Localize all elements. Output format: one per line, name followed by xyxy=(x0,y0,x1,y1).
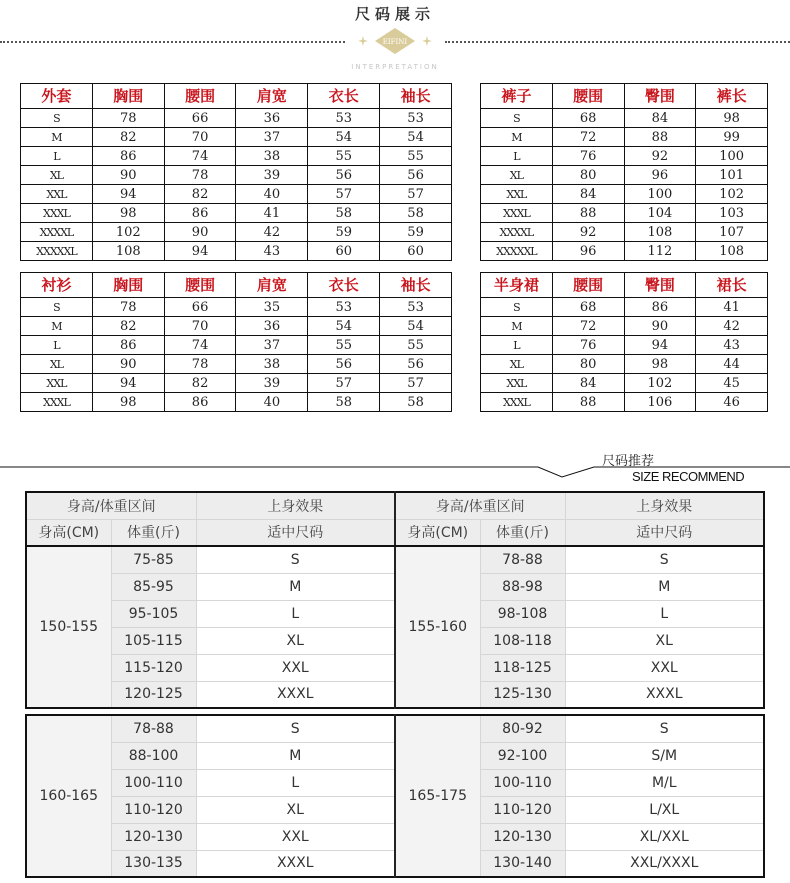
size-label-cell: M xyxy=(21,128,93,147)
size-label-cell: XL xyxy=(21,355,93,374)
size-label-cell: M xyxy=(21,317,93,336)
table-row xyxy=(481,109,768,128)
sparkle-icon xyxy=(421,35,433,47)
measurement-cell: 82 xyxy=(164,185,236,204)
measurement-cell: 96 xyxy=(552,242,624,261)
table-row xyxy=(481,166,768,185)
recommended-size-cell: XL xyxy=(196,627,395,654)
sparkle-icon xyxy=(357,35,369,47)
column-header: 腰围 xyxy=(552,273,624,298)
measurement-cell: 88 xyxy=(552,393,624,412)
size-label-cell: XXL xyxy=(481,185,553,204)
table-row xyxy=(21,242,452,261)
measurement-cell: 78 xyxy=(92,109,164,128)
measurement-cell: 35 xyxy=(236,298,308,317)
measurement-cell: 68 xyxy=(552,109,624,128)
measurement-cell: 84 xyxy=(552,185,624,204)
measurement-cell: 58 xyxy=(308,393,380,412)
divider-left xyxy=(0,41,345,43)
size-label-cell: XXL xyxy=(481,374,553,393)
measurement-cell: 86 xyxy=(164,204,236,223)
measurement-cell: 45 xyxy=(696,374,768,393)
measurement-cell: 78 xyxy=(92,298,164,317)
measurement-cell: 76 xyxy=(552,336,624,355)
weight-range-cell: 120-130 xyxy=(480,823,565,850)
recommended-size-cell: S xyxy=(565,715,764,742)
shirt-size-table xyxy=(20,272,452,412)
size-label-cell: XXXXXL xyxy=(21,242,93,261)
weight-range-cell: 130-135 xyxy=(111,850,196,877)
measurement-cell: 36 xyxy=(236,317,308,336)
measurement-cell: 56 xyxy=(380,166,452,185)
table-header-row xyxy=(481,273,768,298)
size-label-cell: XL xyxy=(481,355,553,374)
measurement-cell: 54 xyxy=(380,128,452,147)
recommended-size-cell: XXL xyxy=(196,654,395,681)
table-row xyxy=(21,128,452,147)
height-range-cell: 155-160 xyxy=(395,546,480,708)
size-label-cell: XXL xyxy=(21,374,93,393)
weight-range-cell: 118-125 xyxy=(480,654,565,681)
measurement-cell: 96 xyxy=(624,166,696,185)
measurement-cell: 82 xyxy=(164,374,236,393)
column-header: 衣长 xyxy=(308,273,380,298)
measurement-cell: 59 xyxy=(380,223,452,242)
table-row xyxy=(21,374,452,393)
measurement-cell: 100 xyxy=(696,147,768,166)
coat-size-table xyxy=(20,83,452,261)
measurement-cell: 58 xyxy=(380,204,452,223)
table-row xyxy=(21,223,452,242)
table-header-row xyxy=(481,84,768,109)
weight-range-cell: 105-115 xyxy=(111,627,196,654)
column-header: 衣长 xyxy=(308,84,380,109)
size-label-cell: XXXXXL xyxy=(481,242,553,261)
table-row xyxy=(481,317,768,336)
table-row xyxy=(21,336,452,355)
table-row xyxy=(481,147,768,166)
measurement-cell: 57 xyxy=(380,185,452,204)
table-row xyxy=(481,242,768,261)
weight-range-cell: 88-98 xyxy=(480,573,565,600)
effect-header: 上身效果 xyxy=(565,492,764,519)
measurement-cell: 104 xyxy=(624,204,696,223)
column-header: 腰围 xyxy=(552,84,624,109)
weight-range-cell: 95-105 xyxy=(111,600,196,627)
measurement-cell: 102 xyxy=(92,223,164,242)
column-header: 肩宽 xyxy=(236,273,308,298)
size-label-cell: XXXXL xyxy=(481,223,553,242)
recommended-size-cell: S xyxy=(565,546,764,573)
weight-header: 体重(斤) xyxy=(111,519,196,546)
recommended-size-cell: XXXL xyxy=(565,681,764,708)
measurement-cell: 94 xyxy=(624,336,696,355)
table-row xyxy=(21,185,452,204)
column-header: 腰围 xyxy=(164,84,236,109)
table-row xyxy=(26,715,764,742)
weight-range-cell: 100-110 xyxy=(111,769,196,796)
measurement-cell: 44 xyxy=(696,355,768,374)
column-header: 胸围 xyxy=(92,84,164,109)
measurement-cell: 78 xyxy=(164,355,236,374)
measurement-cell: 84 xyxy=(552,374,624,393)
recommended-size-cell: XXL xyxy=(196,823,395,850)
column-header: 半身裙 xyxy=(481,273,553,298)
column-header: 腰围 xyxy=(164,273,236,298)
size-label-cell: L xyxy=(481,147,553,166)
recommended-size-cell: L xyxy=(196,769,395,796)
measurement-cell: 59 xyxy=(308,223,380,242)
measurement-cell: 55 xyxy=(380,147,452,166)
recommended-size-cell: XL/XXL xyxy=(565,823,764,850)
measurement-cell: 90 xyxy=(164,223,236,242)
weight-range-cell: 85-95 xyxy=(111,573,196,600)
size-label-cell: XL xyxy=(21,166,93,185)
size-label-cell: M xyxy=(481,128,553,147)
measurement-cell: 98 xyxy=(92,393,164,412)
measurement-cell: 39 xyxy=(236,374,308,393)
recommended-size-cell: M/L xyxy=(565,769,764,796)
measurement-cell: 57 xyxy=(308,185,380,204)
table-header-row xyxy=(21,84,452,109)
size-label-cell: XXL xyxy=(21,185,93,204)
header-row xyxy=(26,492,764,519)
size-recommend-table-bottom xyxy=(25,714,765,878)
measurement-cell: 80 xyxy=(552,166,624,185)
height-range-cell: 150-155 xyxy=(26,546,111,708)
header-row xyxy=(26,519,764,546)
recommended-size-cell: XXXL xyxy=(196,850,395,877)
column-header: 裤子 xyxy=(481,84,553,109)
weight-range-cell: 120-130 xyxy=(111,823,196,850)
size-label-cell: M xyxy=(481,317,553,336)
measurement-cell: 38 xyxy=(236,147,308,166)
measurement-cell: 56 xyxy=(380,355,452,374)
column-header: 胸围 xyxy=(92,273,164,298)
measurement-cell: 86 xyxy=(92,336,164,355)
measurement-cell: 90 xyxy=(92,355,164,374)
size-header: 适中尺码 xyxy=(196,519,395,546)
measurement-cell: 58 xyxy=(380,393,452,412)
table-row xyxy=(21,393,452,412)
table-header-row xyxy=(21,273,452,298)
measurement-cell: 98 xyxy=(696,109,768,128)
weight-range-cell: 108-118 xyxy=(480,627,565,654)
measurement-cell: 74 xyxy=(164,147,236,166)
column-header: 袖长 xyxy=(380,273,452,298)
measurement-cell: 60 xyxy=(308,242,380,261)
measurement-cell: 112 xyxy=(624,242,696,261)
table-row xyxy=(21,109,452,128)
measurement-cell: 86 xyxy=(92,147,164,166)
effect-header: 上身效果 xyxy=(196,492,395,519)
measurement-cell: 55 xyxy=(308,147,380,166)
size-label-cell: S xyxy=(481,109,553,128)
weight-range-cell: 75-85 xyxy=(111,546,196,573)
table-row xyxy=(21,355,452,374)
measurement-cell: 37 xyxy=(236,336,308,355)
weight-range-cell: 120-125 xyxy=(111,681,196,708)
measurement-cell: 88 xyxy=(624,128,696,147)
recommended-size-cell: L xyxy=(565,600,764,627)
measurement-cell: 53 xyxy=(308,109,380,128)
measurement-cell: 53 xyxy=(308,298,380,317)
measurement-cell: 68 xyxy=(552,298,624,317)
page-title: 尺码展示 xyxy=(354,5,435,23)
table-row xyxy=(481,298,768,317)
table-row xyxy=(21,317,452,336)
weight-header: 体重(斤) xyxy=(480,519,565,546)
size-label-cell: L xyxy=(21,147,93,166)
table-row xyxy=(21,204,452,223)
weight-range-cell: 88-100 xyxy=(111,742,196,769)
measurement-cell: 101 xyxy=(696,166,768,185)
measurement-cell: 54 xyxy=(308,128,380,147)
measurement-cell: 76 xyxy=(552,147,624,166)
table-row xyxy=(481,223,768,242)
measurement-cell: 94 xyxy=(92,185,164,204)
measurement-cell: 66 xyxy=(164,298,236,317)
measurement-cell: 100 xyxy=(624,185,696,204)
height-range-cell: 160-165 xyxy=(26,715,111,877)
table-row xyxy=(21,166,452,185)
measurement-cell: 70 xyxy=(164,128,236,147)
table-row xyxy=(21,147,452,166)
measurement-cell: 99 xyxy=(696,128,768,147)
size-recommend-table-top xyxy=(25,491,765,709)
measurement-cell: 108 xyxy=(92,242,164,261)
weight-range-cell: 98-108 xyxy=(480,600,565,627)
height-header: 身高(CM) xyxy=(26,519,111,546)
measurement-cell: 92 xyxy=(552,223,624,242)
measurement-cell: 82 xyxy=(92,317,164,336)
measurement-cell: 40 xyxy=(236,393,308,412)
measurement-cell: 106 xyxy=(624,393,696,412)
measurement-cell: 98 xyxy=(624,355,696,374)
range-header: 身高/体重区间 xyxy=(395,492,565,519)
measurement-cell: 39 xyxy=(236,166,308,185)
size-label-cell: S xyxy=(21,109,93,128)
measurement-cell: 86 xyxy=(164,393,236,412)
measurement-cell: 78 xyxy=(164,166,236,185)
measurement-cell: 84 xyxy=(624,109,696,128)
measurement-cell: 57 xyxy=(308,374,380,393)
column-header: 裤长 xyxy=(696,84,768,109)
measurement-cell: 58 xyxy=(308,204,380,223)
skirt-size-table xyxy=(480,272,768,412)
measurement-cell: 82 xyxy=(92,128,164,147)
weight-range-cell: 130-140 xyxy=(480,850,565,877)
measurement-cell: 98 xyxy=(92,204,164,223)
weight-range-cell: 78-88 xyxy=(480,546,565,573)
measurement-cell: 53 xyxy=(380,109,452,128)
measurement-cell: 94 xyxy=(164,242,236,261)
weight-range-cell: 92-100 xyxy=(480,742,565,769)
recommended-size-cell: XXL xyxy=(565,654,764,681)
measurement-cell: 43 xyxy=(696,336,768,355)
weight-range-cell: 110-120 xyxy=(111,796,196,823)
brand-logo xyxy=(375,28,415,54)
measurement-cell: 90 xyxy=(92,166,164,185)
measurement-cell: 108 xyxy=(696,242,768,261)
measurement-cell: 54 xyxy=(308,317,380,336)
measurement-cell: 72 xyxy=(552,317,624,336)
measurement-cell: 40 xyxy=(236,185,308,204)
measurement-cell: 55 xyxy=(380,336,452,355)
measurement-cell: 56 xyxy=(308,355,380,374)
measurement-cell: 88 xyxy=(552,204,624,223)
measurement-cell: 102 xyxy=(696,185,768,204)
measurement-cell: 56 xyxy=(308,166,380,185)
table-row xyxy=(481,128,768,147)
measurement-cell: 74 xyxy=(164,336,236,355)
size-label-cell: XXXXL xyxy=(21,223,93,242)
weight-range-cell: 110-120 xyxy=(480,796,565,823)
measurement-cell: 72 xyxy=(552,128,624,147)
size-label-cell: S xyxy=(21,298,93,317)
table-row xyxy=(481,204,768,223)
column-header: 肩宽 xyxy=(236,84,308,109)
table-row xyxy=(26,546,764,573)
measurement-cell: 90 xyxy=(624,317,696,336)
size-label-cell: XXXL xyxy=(21,204,93,223)
weight-range-cell: 115-120 xyxy=(111,654,196,681)
measurement-cell: 92 xyxy=(624,147,696,166)
recommended-size-cell: S xyxy=(196,546,395,573)
measurement-cell: 37 xyxy=(236,128,308,147)
size-label-cell: XXXL xyxy=(481,204,553,223)
table-row xyxy=(481,393,768,412)
recommended-size-cell: XXXL xyxy=(196,681,395,708)
recommended-size-cell: M xyxy=(196,573,395,600)
weight-range-cell: 80-92 xyxy=(480,715,565,742)
pants-size-table xyxy=(480,83,768,261)
measurement-cell: 94 xyxy=(92,374,164,393)
recommended-size-cell: M xyxy=(565,573,764,600)
measurement-cell: 38 xyxy=(236,355,308,374)
column-header: 衬衫 xyxy=(21,273,93,298)
measurement-cell: 70 xyxy=(164,317,236,336)
section-title-en: SIZE RECOMMEND xyxy=(632,469,745,484)
measurement-cell: 80 xyxy=(552,355,624,374)
measurement-cell: 107 xyxy=(696,223,768,242)
size-label-cell: XXXL xyxy=(21,393,93,412)
recommended-size-cell: XL xyxy=(196,796,395,823)
measurement-cell: 41 xyxy=(696,298,768,317)
measurement-cell: 36 xyxy=(236,109,308,128)
column-header: 臀围 xyxy=(624,84,696,109)
size-label-cell: XXXL xyxy=(481,393,553,412)
column-header: 臀围 xyxy=(624,273,696,298)
measurement-cell: 43 xyxy=(236,242,308,261)
measurement-cell: 54 xyxy=(380,317,452,336)
column-header: 外套 xyxy=(21,84,93,109)
recommended-size-cell: XXL/XXXL xyxy=(565,850,764,877)
section-title-cn: 尺码推荐 xyxy=(602,454,655,469)
size-label-cell: S xyxy=(481,298,553,317)
measurement-cell: 42 xyxy=(236,223,308,242)
recommended-size-cell: S/M xyxy=(565,742,764,769)
size-header: 适中尺码 xyxy=(565,519,764,546)
measurement-cell: 103 xyxy=(696,204,768,223)
measurement-cell: 108 xyxy=(624,223,696,242)
recommended-size-cell: S xyxy=(196,715,395,742)
measurement-cell: 86 xyxy=(624,298,696,317)
weight-range-cell: 100-110 xyxy=(480,769,565,796)
measurement-cell: 42 xyxy=(696,317,768,336)
measurement-cell: 46 xyxy=(696,393,768,412)
column-header: 袖长 xyxy=(380,84,452,109)
table-row xyxy=(481,374,768,393)
table-row xyxy=(481,185,768,204)
divider-right xyxy=(445,41,790,43)
measurement-cell: 60 xyxy=(380,242,452,261)
table-row xyxy=(481,355,768,374)
size-label-cell: XL xyxy=(481,166,553,185)
table-row xyxy=(481,336,768,355)
range-header: 身高/体重区间 xyxy=(26,492,196,519)
table-row xyxy=(21,298,452,317)
height-header: 身高(CM) xyxy=(395,519,480,546)
page-subtitle: INTERPRETATION xyxy=(351,63,439,71)
recommended-size-cell: L xyxy=(196,600,395,627)
recommended-size-cell: XL xyxy=(565,627,764,654)
column-header: 裙长 xyxy=(696,273,768,298)
measurement-cell: 57 xyxy=(380,374,452,393)
size-label-cell: L xyxy=(21,336,93,355)
weight-range-cell: 125-130 xyxy=(480,681,565,708)
weight-range-cell: 78-88 xyxy=(111,715,196,742)
measurement-cell: 102 xyxy=(624,374,696,393)
logo-text: EIFINI xyxy=(382,38,408,46)
measurement-cell: 53 xyxy=(380,298,452,317)
size-label-cell: L xyxy=(481,336,553,355)
recommended-size-cell: L/XL xyxy=(565,796,764,823)
measurement-cell: 66 xyxy=(164,109,236,128)
recommended-size-cell: M xyxy=(196,742,395,769)
height-range-cell: 165-175 xyxy=(395,715,480,877)
measurement-cell: 55 xyxy=(308,336,380,355)
measurement-cell: 41 xyxy=(236,204,308,223)
